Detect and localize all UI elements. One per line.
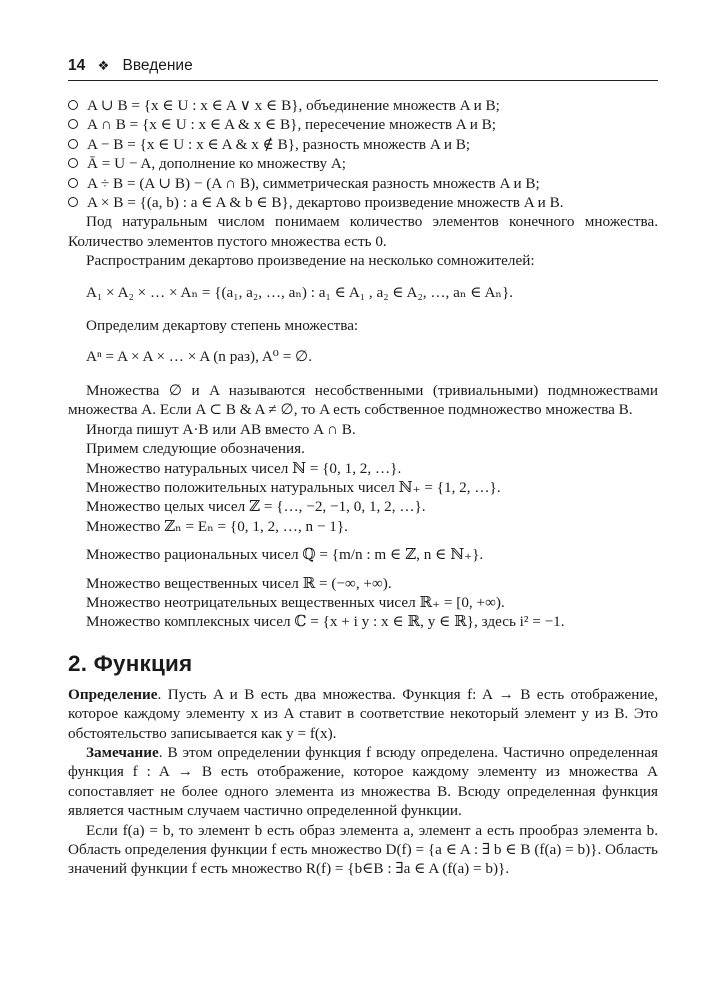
notation-line: Множество целых чисел ℤ = {…, −2, −1, 0, 1, 2, …}. — [86, 498, 426, 516]
page-body — [68, 96, 658, 879]
running-title: Введение — [122, 57, 193, 74]
page-number: 14 — [68, 57, 86, 74]
remark-label: Замечание — [86, 743, 159, 761]
natural-number-paragraph: Под натуральным числом понимаем количество элементов конечного множества. Количество элементов пустого множества есть 0. — [68, 213, 658, 250]
extend-product-paragraph: Распространим декартово произведение на несколько сомножителей: — [86, 252, 535, 270]
notation-line: Множество комплексных чисел ℂ = {x + i y : x ∈ ℝ, y ∈ ℝ}, здесь i² = −1. — [86, 613, 565, 631]
definition-label: Определение — [68, 685, 158, 703]
notation-line: Множество ℤₙ = Eₙ = {0, 1, 2, …, n − 1}. — [86, 517, 348, 535]
page-header — [68, 56, 658, 81]
list-item: A ÷ B = (A ∪ B) − (A ∩ B), симметрическая разность множеств A и B; — [68, 174, 658, 193]
list-item: A ∩ B = {x ∈ U : x ∈ A & x ∈ B}, пересечение множеств A и B; — [68, 115, 658, 134]
circle-bullet-icon — [68, 178, 78, 188]
improper-subsets-paragraph: Множества ∅ и A называются несобственными (тривиальными) подмножествами множества A. Если A ⊂ B & A ≠ ∅, то A есть собственное подмножество множества B. — [68, 381, 658, 419]
power-formula: Aⁿ = A × A × … × A (n раз), A⁰ = ∅. — [86, 348, 313, 366]
definition-paragraph: Определение. Пусть A и B есть два множества. Функция f: A → B есть отображение, которое каждому элементу x из A ставит в соответствие некоторый элемент y из B. Это обстоятельство записывается как y = f(x). — [68, 685, 658, 742]
notation-line: Множество натуральных чисел ℕ = {0, 1, 2, …}. — [86, 459, 402, 477]
notation-line: Примем следующие обозначения. — [86, 440, 305, 458]
list-item: A × B = {(a, b) : a ∈ A & b ∈ B}, декартово произведение множеств A и B. — [68, 193, 658, 212]
image-preimage-paragraph: Если f(a) = b, то элемент b есть образ элемента a, элемент a есть прообраз элемента b. Область определения функции f есть множество D(f) = {a ∈ A : ∃ b ∈ B (f(a) = b)}. Область значений функции f есть множество R(f) = {b∈B : ∃a ∈ A (f(a) = b)}. — [68, 821, 658, 878]
notation-line: Множество вещественных чисел ℝ = (−∞, +∞). — [86, 574, 392, 592]
circle-bullet-icon — [68, 119, 78, 129]
list-item: A − B = {x ∈ U : x ∈ A & x ∉ B}, разность множеств A и B; — [68, 135, 658, 154]
notation-line: Множество рациональных чисел ℚ = {m/n : m ∈ ℤ, n ∈ ℕ₊}. — [86, 546, 484, 564]
list-item: Ā = U − A, дополнение ко множеству A; — [68, 154, 658, 173]
section-title: 2. Функция — [68, 650, 193, 676]
circle-bullet-icon — [68, 139, 78, 149]
product-formula: A₁ × A₂ × … × Aₙ = {(a₁, a₂, …, aₙ) : a₁ ∈ A₁ , a₂ ∈ A₂, …, aₙ ∈ Aₙ}. — [86, 283, 514, 301]
notation-line: Множество положительных натуральных чисел ℕ₊ = {1, 2, …}. — [86, 478, 501, 496]
remark-paragraph: Замечание. В этом определении функция f всюду определена. Частично определенная функция f : A → B есть отображение, которое каждому элементу из множества A сопоставляет не более одного элемента из множества B. Всюду определенная функция является частным случаем частично определенной функции. — [68, 743, 658, 820]
notation-line: Множество неотрицательных вещественных чисел ℝ₊ = [0, +∞). — [86, 593, 505, 611]
circle-bullet-icon — [68, 158, 78, 168]
header-ornament-icon: ❖ — [97, 58, 110, 73]
circle-bullet-icon — [68, 197, 78, 207]
list-item: A ∪ B = {x ∈ U : x ∈ A ∨ x ∈ B}, объединение множеств A и B; — [68, 96, 658, 115]
notation-list — [68, 439, 658, 632]
circle-bullet-icon — [68, 100, 78, 110]
set-operations-list — [68, 96, 658, 212]
define-power-paragraph: Определим декартову степень множества: — [86, 317, 359, 335]
sometimes-write-paragraph: Иногда пишут A·B или AB вместо A ∩ B. — [86, 420, 356, 438]
